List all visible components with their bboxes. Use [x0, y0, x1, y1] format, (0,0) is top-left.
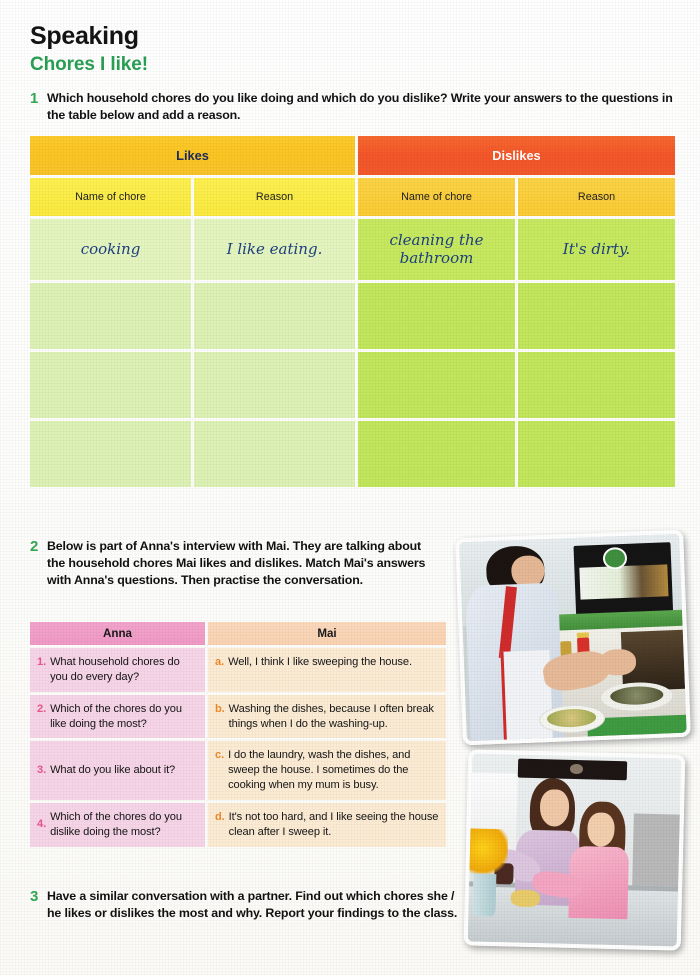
question-marker: 3. [37, 764, 47, 777]
table-header-dislikes: Dislikes [358, 136, 675, 175]
empty-cell[interactable] [358, 421, 515, 487]
empty-cell[interactable] [30, 352, 191, 418]
answer-cell-likes-chore[interactable]: cooking [30, 219, 191, 280]
woman-cooking-scene [459, 534, 686, 741]
answer-cell-dislikes-chore[interactable]: cleaning the bathroom [358, 219, 515, 280]
mother-daughter-cleaning-scene [468, 753, 682, 946]
exercise-2-number: 2 [30, 538, 39, 555]
question-text: Which of the chores do you like doing the most? [50, 702, 182, 730]
interview-header-anna: Anna [30, 622, 205, 645]
interview-answer-c[interactable] [208, 741, 446, 800]
interview-question-4[interactable] [30, 803, 205, 847]
exercise-1 [30, 90, 675, 124]
col-header-likes-chore: Name of chore [30, 178, 191, 216]
exercise-3 [30, 888, 460, 922]
empty-cell[interactable] [194, 352, 355, 418]
empty-cell[interactable] [518, 283, 675, 349]
col-header-dislikes-chore: Name of chore [358, 178, 515, 216]
exercise-2-text: Below is part of Anna's interview with Mai. They are talking about the household chores Mai likes and dislikes. Match Mai's answers with Anna's questions. Then practise the conversation. [47, 539, 426, 588]
interview-question-1[interactable] [30, 648, 205, 692]
mother-daughter-cleaning-photo [464, 749, 686, 950]
empty-cell[interactable] [358, 352, 515, 418]
question-marker: 1. [37, 656, 47, 668]
question-text: What household chores do you do every day? [50, 656, 180, 683]
empty-cell[interactable] [30, 421, 191, 487]
empty-cell[interactable] [518, 352, 675, 418]
interview-answer-b[interactable] [208, 695, 446, 739]
woman-cooking-photo [455, 530, 691, 746]
question-marker: 4. [37, 818, 47, 831]
table-header-likes: Likes [30, 136, 355, 175]
exercise-1-text: Which household chores do you like doing and which do you dislike? Write your answers to the questions in the table below and add a reason. [47, 91, 673, 123]
exercise-3-number: 3 [30, 888, 39, 905]
col-header-likes-reason: Reason [194, 178, 355, 216]
exercise-2 [30, 538, 440, 589]
likes-dislikes-table [30, 136, 666, 512]
interview-question-3[interactable] [30, 741, 205, 800]
answer-marker: c. [215, 749, 225, 762]
answer-text: Well, I think I like sweeping the house. [228, 656, 412, 668]
answer-marker: a. [215, 656, 225, 668]
question-text: Which of the chores do you dislike doing the most? [50, 811, 182, 838]
empty-cell[interactable] [194, 421, 355, 487]
answer-marker: b. [215, 702, 225, 715]
answer-cell-dislikes-reason[interactable]: It's dirty. [518, 219, 675, 280]
interview-answer-d[interactable] [208, 803, 446, 847]
interview-question-2[interactable] [30, 695, 205, 739]
empty-cell[interactable] [358, 283, 515, 349]
question-text: What do you like about it? [50, 764, 176, 777]
interview-table [30, 622, 443, 847]
answer-text: It's not too hard, and I like seeing the house clean after I sweep it. [228, 811, 439, 838]
interview-header-mai: Mai [208, 622, 446, 645]
empty-cell[interactable] [30, 283, 191, 349]
empty-cell[interactable] [518, 421, 675, 487]
answer-marker: d. [215, 811, 225, 824]
answer-cell-likes-reason[interactable]: I like eating. [194, 219, 355, 280]
lesson-subtitle: Chores I like! [30, 54, 148, 75]
empty-cell[interactable] [194, 283, 355, 349]
exercise-3-text: Have a similar conversation with a partner. Find out which chores she / he likes or dislikes the most and why. Report your findings to the class. [47, 889, 458, 921]
page-title: Speaking [30, 22, 139, 50]
question-marker: 2. [37, 702, 47, 715]
answer-text: Washing the dishes, because I often break things when I do the washing-up. [228, 702, 434, 730]
exercise-1-number: 1 [30, 90, 39, 107]
col-header-dislikes-reason: Reason [518, 178, 675, 216]
answer-text: I do the laundry, wash the dishes, and sweep the house. I sometimes do the cooking when my mum is busy. [228, 749, 411, 792]
interview-answer-a[interactable] [208, 648, 446, 692]
